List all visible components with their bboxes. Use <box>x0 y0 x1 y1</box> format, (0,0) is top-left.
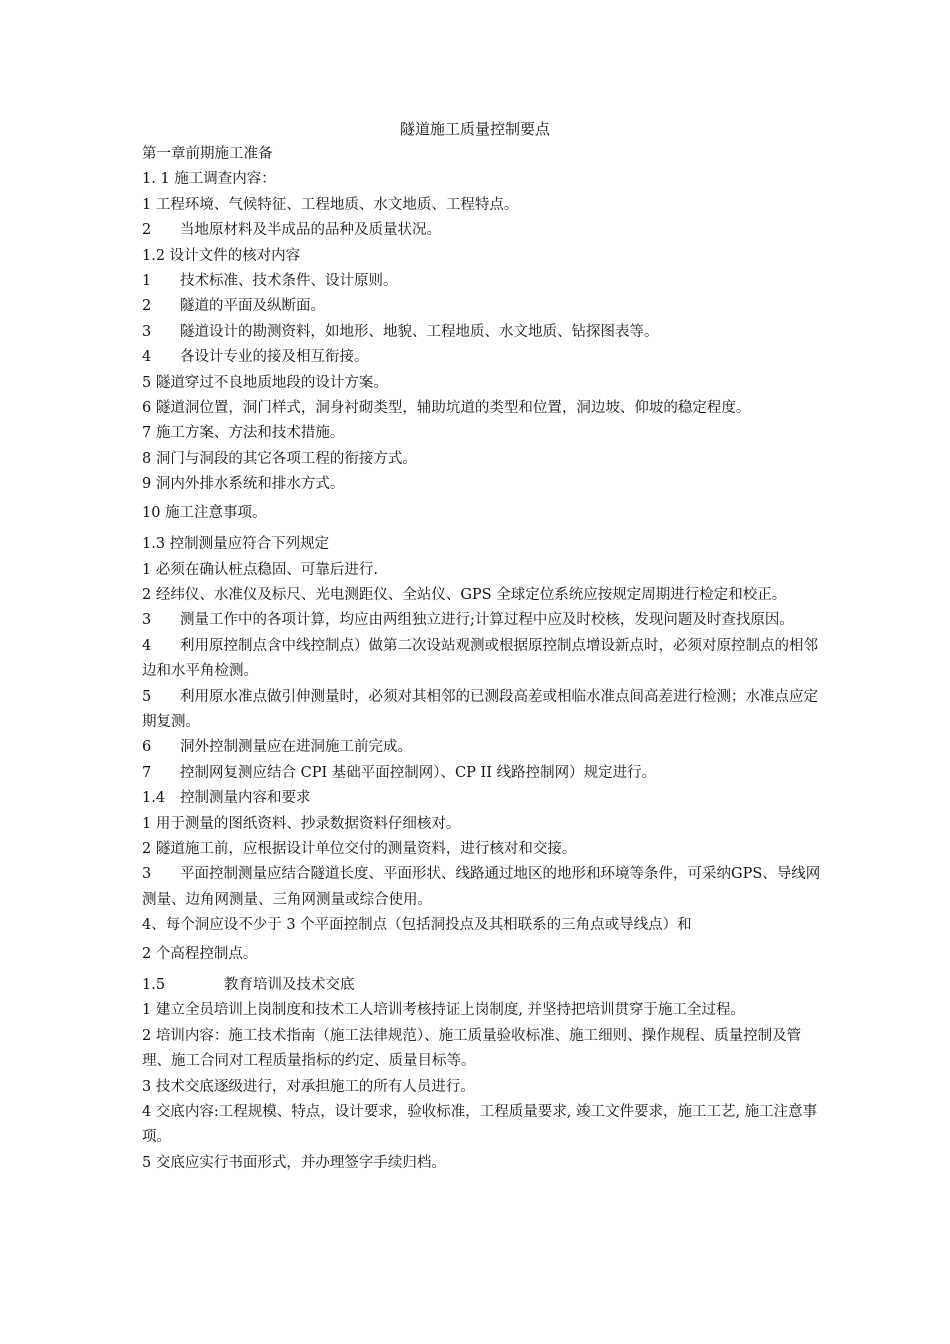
list-item: 2 个高程控制点。 <box>142 945 258 962</box>
list-item: 1 技术标准、技术条件、设计原则。 <box>142 273 398 290</box>
list-item: 2 培训内容：施工技术指南（施工法律规范）、施工质量验收标准、施工细则、操作规程、质量控制及管理、施工合同对工程质量指标的约定、质量目标等。 <box>142 1027 802 1070</box>
list-item: 10 施工注意事项。 <box>142 504 267 521</box>
document-title: 隧道施工质量控制要点 <box>399 120 550 138</box>
list-item: 4 利用原控制点含中线控制点）做第二次设站观测或根据原控制点增设新点时，必须对原控制点的相邻边和水平角检测。 <box>142 637 818 680</box>
list-item: 3 技术交底逐级进行，对承担施工的所有人员进行。 <box>142 1078 475 1095</box>
list-item: 3 平面控制测量应结合隧道长度、平面形状、线路通过地区的地形和环境等条件，可采纳GPS、导线网测量、边角网测量、三角网测量或综合使用。 <box>142 866 821 908</box>
list-item: 4 交底内容:工程规模、特点，设计要求，验收标准，工程质量要求, 竣工文件要求，施工工艺, 施工注意事项。 <box>142 1104 818 1146</box>
section-heading-1-1: 1. 1 施工调查内容： <box>142 171 276 188</box>
list-item: 1 用于测量的图纸资料、抄录数据资料仔细核对。 <box>142 815 461 832</box>
list-item: 8 洞门与洞段的其它各项工程的衔接方式。 <box>142 450 417 467</box>
list-item: 1 工程环境、气候特征、工程地质、水文地质、工程特点。 <box>142 196 519 213</box>
list-item: 6 隧道洞位置，洞门样式，洞身衬砌类型，辅助坑道的类型和位置，洞边坡、仰坡的稳定程度。 <box>142 400 751 417</box>
list-item: 3 隧道设计的勘测资料，如地形、地貌、工程地质、水文地质、钻探图表等。 <box>142 323 659 340</box>
list-item: 9 洞内外排水系统和排水方式。 <box>142 476 345 493</box>
chapter-heading: 第一章前期施工准备 <box>142 146 273 162</box>
list-item: 2 当地原材料及半成品的品种及质量状况。 <box>142 222 441 239</box>
list-item: 5 隧道穿过不良地质地段的设计方案。 <box>142 374 388 391</box>
list-item: 2 经纬仪、水准仪及标尺、光电测距仪、全站仪、GPS 全球定位系统应按规定周期进行检定和校正。 <box>142 586 787 603</box>
list-item: 1 建立全员培训上岗制度和技术工人培训考核持证上岗制度, 并坚持把培训贯穿于施工全过程。 <box>142 1002 746 1019</box>
list-item: 3 测量工作中的各项计算，均应由两组独立进行;计算过程中应及时校核，发现问题及时查找原因。 <box>142 612 794 629</box>
list-item: 5 利用原水准点做引伸测量时，必须对其相邻的已测段高差或相临水准点间高差进行检测；水准点应定期复测。 <box>142 688 818 730</box>
section-heading-1-5: 1.5 教育培训及技术交底 <box>142 977 355 993</box>
list-item: 6 洞外控制测量应在进洞施工前完成。 <box>142 739 412 756</box>
list-item: 7 控制网复测应结合 CPI 基础平面控制网）、CP II 线路控制网）规定进行。 <box>142 764 657 781</box>
section-heading-1-3: 1.3 控制测量应符合下列规定 <box>142 536 330 553</box>
list-item: 4、每个洞应设不少于 3 个平面控制点（包括洞投点及其相联系的三角点或导线点）和 <box>142 917 692 934</box>
list-item: 7 施工方案、方法和技术措施。 <box>142 425 345 442</box>
list-item: 4 各设计专业的接及相互衔接。 <box>142 349 369 366</box>
list-item: 1 必须在确认桩点稳固、可靠后进行. <box>142 561 378 578</box>
list-item: 5 交底应实行书面形式，并办理签字手续归档。 <box>142 1154 446 1171</box>
section-heading-1-2: 1.2 设计文件的核对内容 <box>142 247 301 264</box>
list-item: 2 隧道的平面及纵断面。 <box>142 298 325 315</box>
document-body <box>142 142 822 1176</box>
section-heading-1-4: 1.4 控制测量内容和要求 <box>142 790 311 807</box>
list-item: 2 隧道施工前，应根据设计单位交付的测量资料，进行核对和交接。 <box>142 840 577 857</box>
